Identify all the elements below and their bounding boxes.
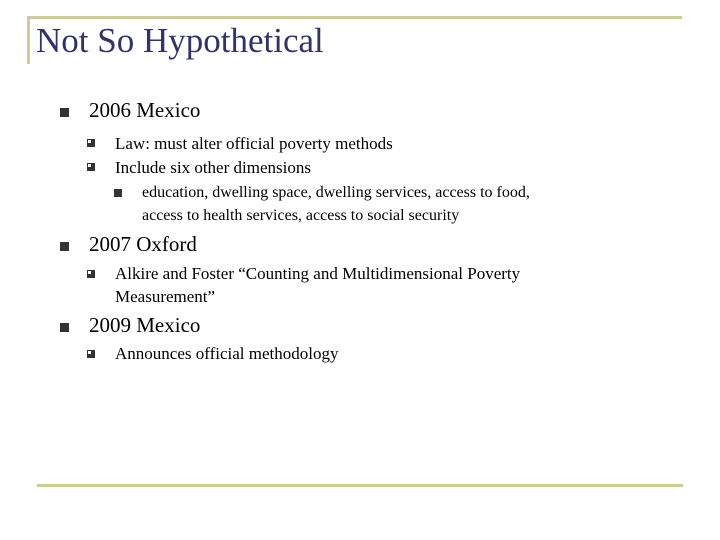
- square-bullet-icon: [60, 242, 69, 251]
- small-square-bullet-icon: [114, 189, 122, 197]
- bullet-2007-oxford: 2007 Oxford: [89, 232, 197, 256]
- bullet-2006-mexico: 2006 Mexico: [89, 98, 201, 122]
- square-bullet-icon: [60, 108, 69, 117]
- dimensions-list-line-2: access to health services, access to social security: [142, 207, 460, 224]
- slide-title: Not So Hypothetical: [36, 21, 324, 60]
- hollow-square-bullet-icon: [87, 350, 95, 358]
- hollow-square-bullet-icon: [87, 139, 95, 147]
- sub-bullet-dimensions: Include six other dimensions: [115, 158, 311, 177]
- sub-bullet-methodology: Announces official methodology: [115, 344, 339, 363]
- square-bullet-icon: [60, 323, 69, 332]
- title-frame-left-line: [27, 16, 30, 64]
- footer-line: [37, 484, 683, 487]
- bullet-2009-mexico: 2009 Mexico: [89, 313, 201, 337]
- sub-bullet-law: Law: must alter official poverty methods: [115, 134, 393, 153]
- sub-bullet-alkire-foster-line-2: Measurement”: [115, 287, 216, 306]
- dimensions-list-line-1: education, dwelling space, dwelling services, access to food,: [142, 184, 530, 201]
- hollow-square-bullet-icon: [87, 270, 95, 278]
- hollow-square-bullet-icon: [87, 163, 95, 171]
- title-frame-top-line: [27, 16, 682, 19]
- sub-bullet-alkire-foster-line-1: Alkire and Foster “Counting and Multidimensional Poverty: [115, 264, 521, 283]
